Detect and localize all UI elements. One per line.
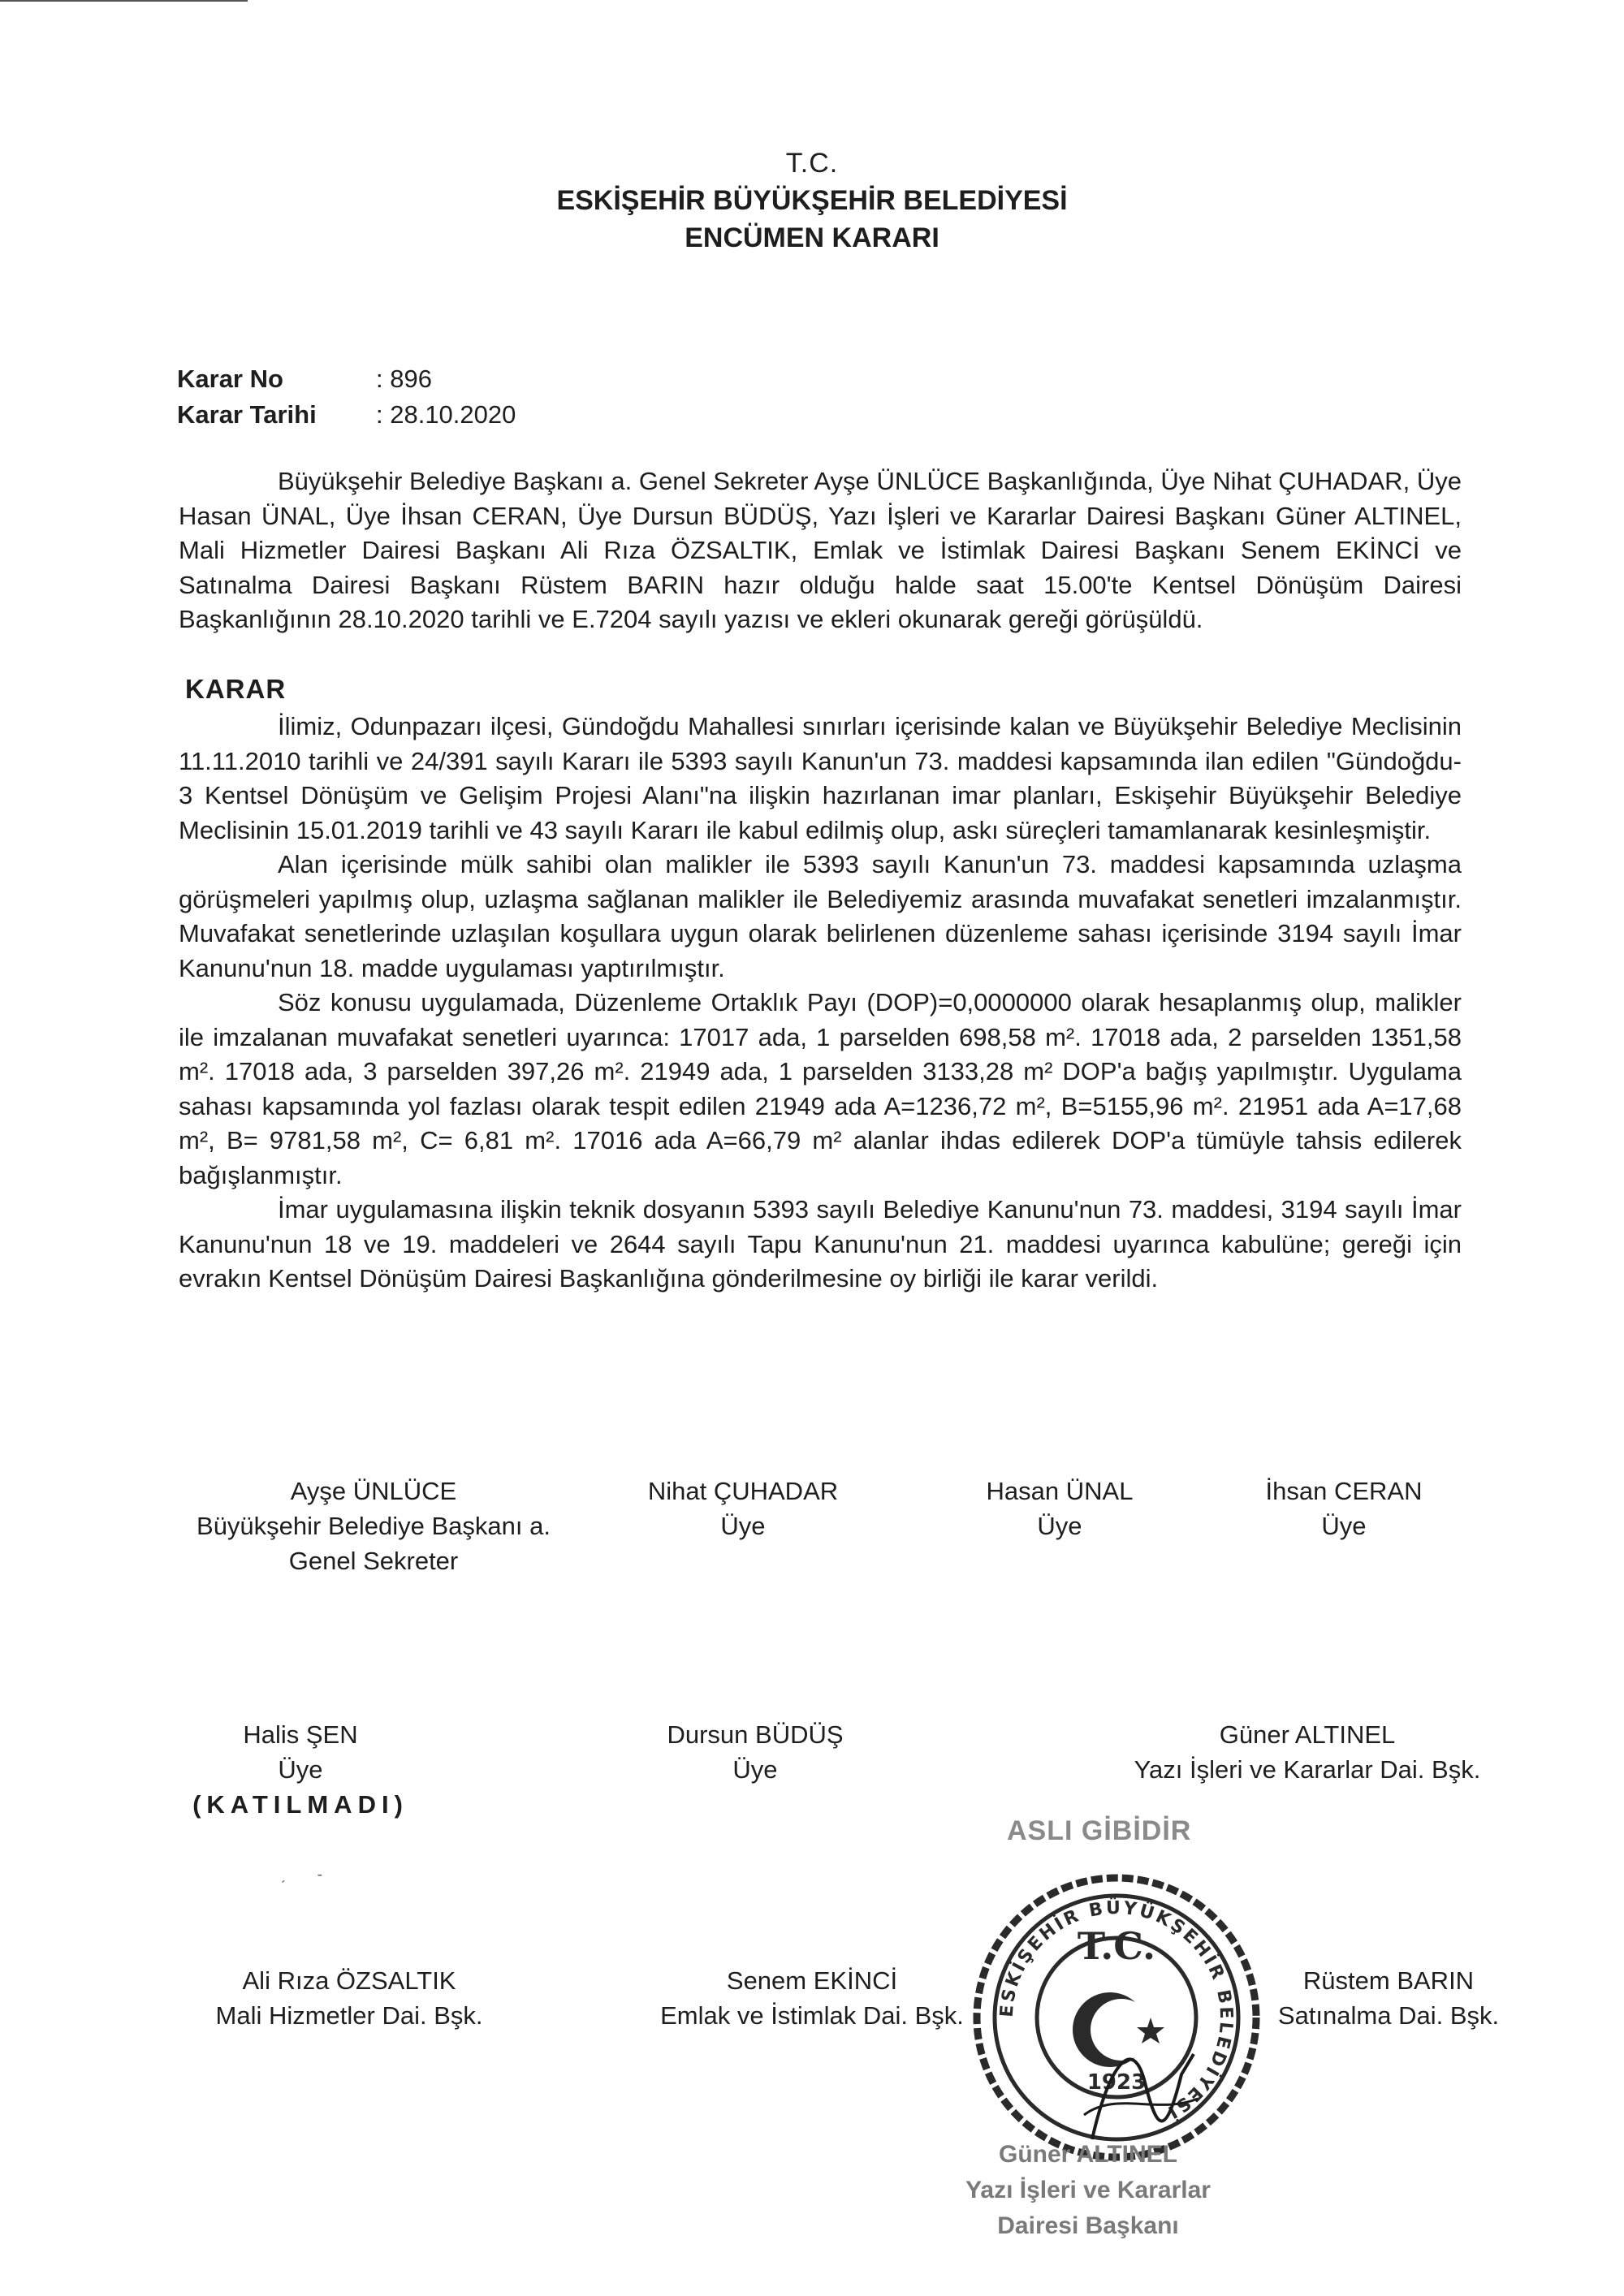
signature-title: Emlak ve İstimlak Dai. Bşk. (660, 2001, 964, 2030)
asli-gibidir-stamp: ASLI GİBİDİR (1007, 1815, 1192, 1846)
decision-body (179, 710, 1462, 1297)
karar-tarihi-label: Karar Tarihi (177, 400, 317, 429)
signature-title: Üye (1321, 1512, 1367, 1540)
decision-paragraph-1: İlimiz, Odunpazarı ilçesi, Gündoğdu Mahallesi sınırları içerisinde kalan ve Büyükşehir Belediye Meclisinin 11.11.2010 tarihli ve 24/391 sayılı Kararı ile 5393 sayılı Kanun'un 73. maddesi kapsamında ilan edilen "Gündoğdu-3 Kentsel Dönüşüm ve Gelişim Projesi Alanı"na ilişkin hazırlanan imar planları, Eskişehir Büyükşehir Belediye Meclisinin 15.01.2019 tarihli ve 43 sayılı Kararı ile kabul edilmiş olup, askı süreçleri tamamlanarak kesinleşmiştir. (179, 712, 1462, 844)
scan-edge-line (0, 0, 248, 2)
signature-note-katilmadi: (KATILMADI) (192, 1790, 408, 1819)
signature-name: Hasan ÜNAL (986, 1477, 1134, 1505)
signature-name: İhsan CERAN (1265, 1477, 1423, 1505)
signature-budus (593, 1717, 918, 1787)
decision-meta (177, 361, 516, 433)
signature-title-2: Genel Sekreter (288, 1547, 459, 1575)
signature-name: Nihat ÇUHADAR (647, 1477, 839, 1505)
signature-ceran (1190, 1474, 1498, 1543)
signature-barin (1218, 1963, 1559, 2033)
seal-year: 1923 (1086, 2070, 1147, 2095)
seal-ring-text: ESKİŞEHİR BÜYÜKŞEHİR BELEDİYESİ (996, 1897, 1237, 2123)
karar-tarihi-value: : 28.10.2020 (376, 400, 516, 429)
signature-ozsaltik (162, 1963, 536, 2033)
signature-title: Üye (1037, 1512, 1082, 1540)
header-tc: T.C. (785, 148, 839, 179)
official-seal-icon (970, 1871, 1263, 2164)
signature-unal (905, 1474, 1214, 1543)
header-institution: ESKİŞEHİR BÜYÜKŞEHİR BELEDİYESİ (556, 185, 1068, 216)
signature-name: Halis ŞEN (243, 1720, 358, 1749)
signature-name: Ayşe ÜNLÜCE (290, 1477, 457, 1505)
signature-altinel (1088, 1717, 1527, 1787)
signature-title: Üye (732, 1755, 778, 1784)
signature-name: Dursun BÜDÜŞ (667, 1720, 844, 1749)
signature-title: Büyükşehir Belediye Başkanı a. (197, 1512, 551, 1540)
decision-paragraph-2: Alan içerisinde mülk sahibi olan malikler ile 5393 sayılı Kanun'un 73. maddesi kapsamında uzlaşma görüşmeleri yapılmış olup, uzlaşma sağlanan malikler ile Belediyemiz arasında muvafakat senetleri imzalanmıştır. Muvafakat senetlerinde uzlaşılan koşullara uygun olarak belirlenen düzenleme sahası içerisinde 3194 sayılı İmar Kanunu'nun 18. madde uygulaması yaptırılmıştır. (179, 850, 1462, 982)
signature-name: Senem EKİNCİ (726, 1966, 898, 1995)
karar-no-label: Karar No (177, 365, 283, 393)
header-title: ENCÜMEN KARARI (685, 222, 939, 253)
scan-specks: ˏ - (280, 1866, 323, 1884)
signature-cuhadar (581, 1474, 905, 1543)
signature-title: Mali Hizmetler Dai. Bşk. (215, 2001, 483, 2030)
signature-name: Ali Rıza ÖZSALTIK (242, 1966, 456, 1995)
signature-unluce (179, 1474, 568, 1578)
signature-name: Güner ALTINEL (1219, 1720, 1396, 1749)
signature-ekinci (625, 1963, 999, 2033)
stamp-signatory-title-2: Dairesi Başkanı (997, 2212, 1179, 2239)
karar-no-value: : 896 (376, 365, 432, 393)
signature-name: Rüstem BARIN (1302, 1966, 1475, 1995)
seal-tc-text: T.C. (1077, 1924, 1156, 1968)
signature-title: Yazı İşleri ve Kararlar Dai. Bşk. (1134, 1755, 1481, 1784)
karar-heading: KARAR (185, 674, 287, 704)
document-header (0, 145, 1624, 257)
stamp-signatory-name: Güner ALTINEL (999, 2141, 1177, 2168)
intro-paragraph-block (179, 464, 1462, 637)
decision-paragraph-3: Söz konusu uygulamada, Düzenleme Ortaklık Payı (DOP)=0,0000000 olarak hesaplanmış olup, malikler ile imzalanan muvafakat senetleri uyarınca: 17017 ada, 1 parselden 698,58 m². 17018 ada, 2 parselden 1351,58 m². 17018 ada, 3 parselden 397,26 m². 21949 ada, 1 parselden 3133,28 m² DOP'a bağış yapılmıştır. Uygulama sahası kapsamında yol fazlası olarak tespit edilen 21949 ada A=1236,72 m², B=5155,96 m². 21951 ada A=17,68 m², B= 9781,58 m², C= 6,81 m². 17016 ada A=66,79 m² alanlar ihdas edilerek DOP'a tümüyle tahsis edilerek bağışlanmıştır. (179, 988, 1462, 1189)
stamp-signatory-title: Yazı İşleri ve Kararlar (965, 2177, 1211, 2203)
signature-title: Üye (720, 1512, 766, 1540)
stamp-signatory (926, 2137, 1250, 2244)
signature-title: Satınalma Dai. Bşk. (1277, 2001, 1500, 2030)
decision-paragraph-4: İmar uygulamasına ilişkin teknik dosyanın 5393 sayılı Belediye Kanunu'nun 73. maddesi, 3194 sayılı İmar Kanunu'nun 18 ve 19. maddeleri ve 2644 sayılı Tapu Kanunu'nun 21. maddesi uyarınca kabulüne; gereği için evrakın Kentsel Dönüşüm Dairesi Başkanlığına gönderilmesine oy birliği ile karar verildi. (179, 1195, 1462, 1293)
signature-title: Üye (278, 1755, 323, 1784)
intro-paragraph: Büyükşehir Belediye Başkanı a. Genel Sekreter Ayşe ÜNLÜCE Başkanlığında, Üye Nihat ÇUHADAR, Üye Hasan ÜNAL, Üye İhsan CERAN, Üye Dursun BÜDÜŞ, Yazı İşleri ve Kararlar Dairesi Başkanı Güner ALTINEL, Mali Hizmetler Dairesi Başkanı Ali Rıza ÖZSALTIK, Emlak ve İstimlak Dairesi Başkanı Senem EKİNCİ ve Satınalma Dairesi Başkanı Rüstem BARIN hazır olduğu halde saat 15.00'te Kentsel Dönüşüm Dairesi Başkanlığının 28.10.2020 tarihli ve E.7204 sayılı yazısı ve ekleri okunarak gereği görüşüldü. (179, 467, 1462, 633)
signature-sen (146, 1717, 455, 1822)
